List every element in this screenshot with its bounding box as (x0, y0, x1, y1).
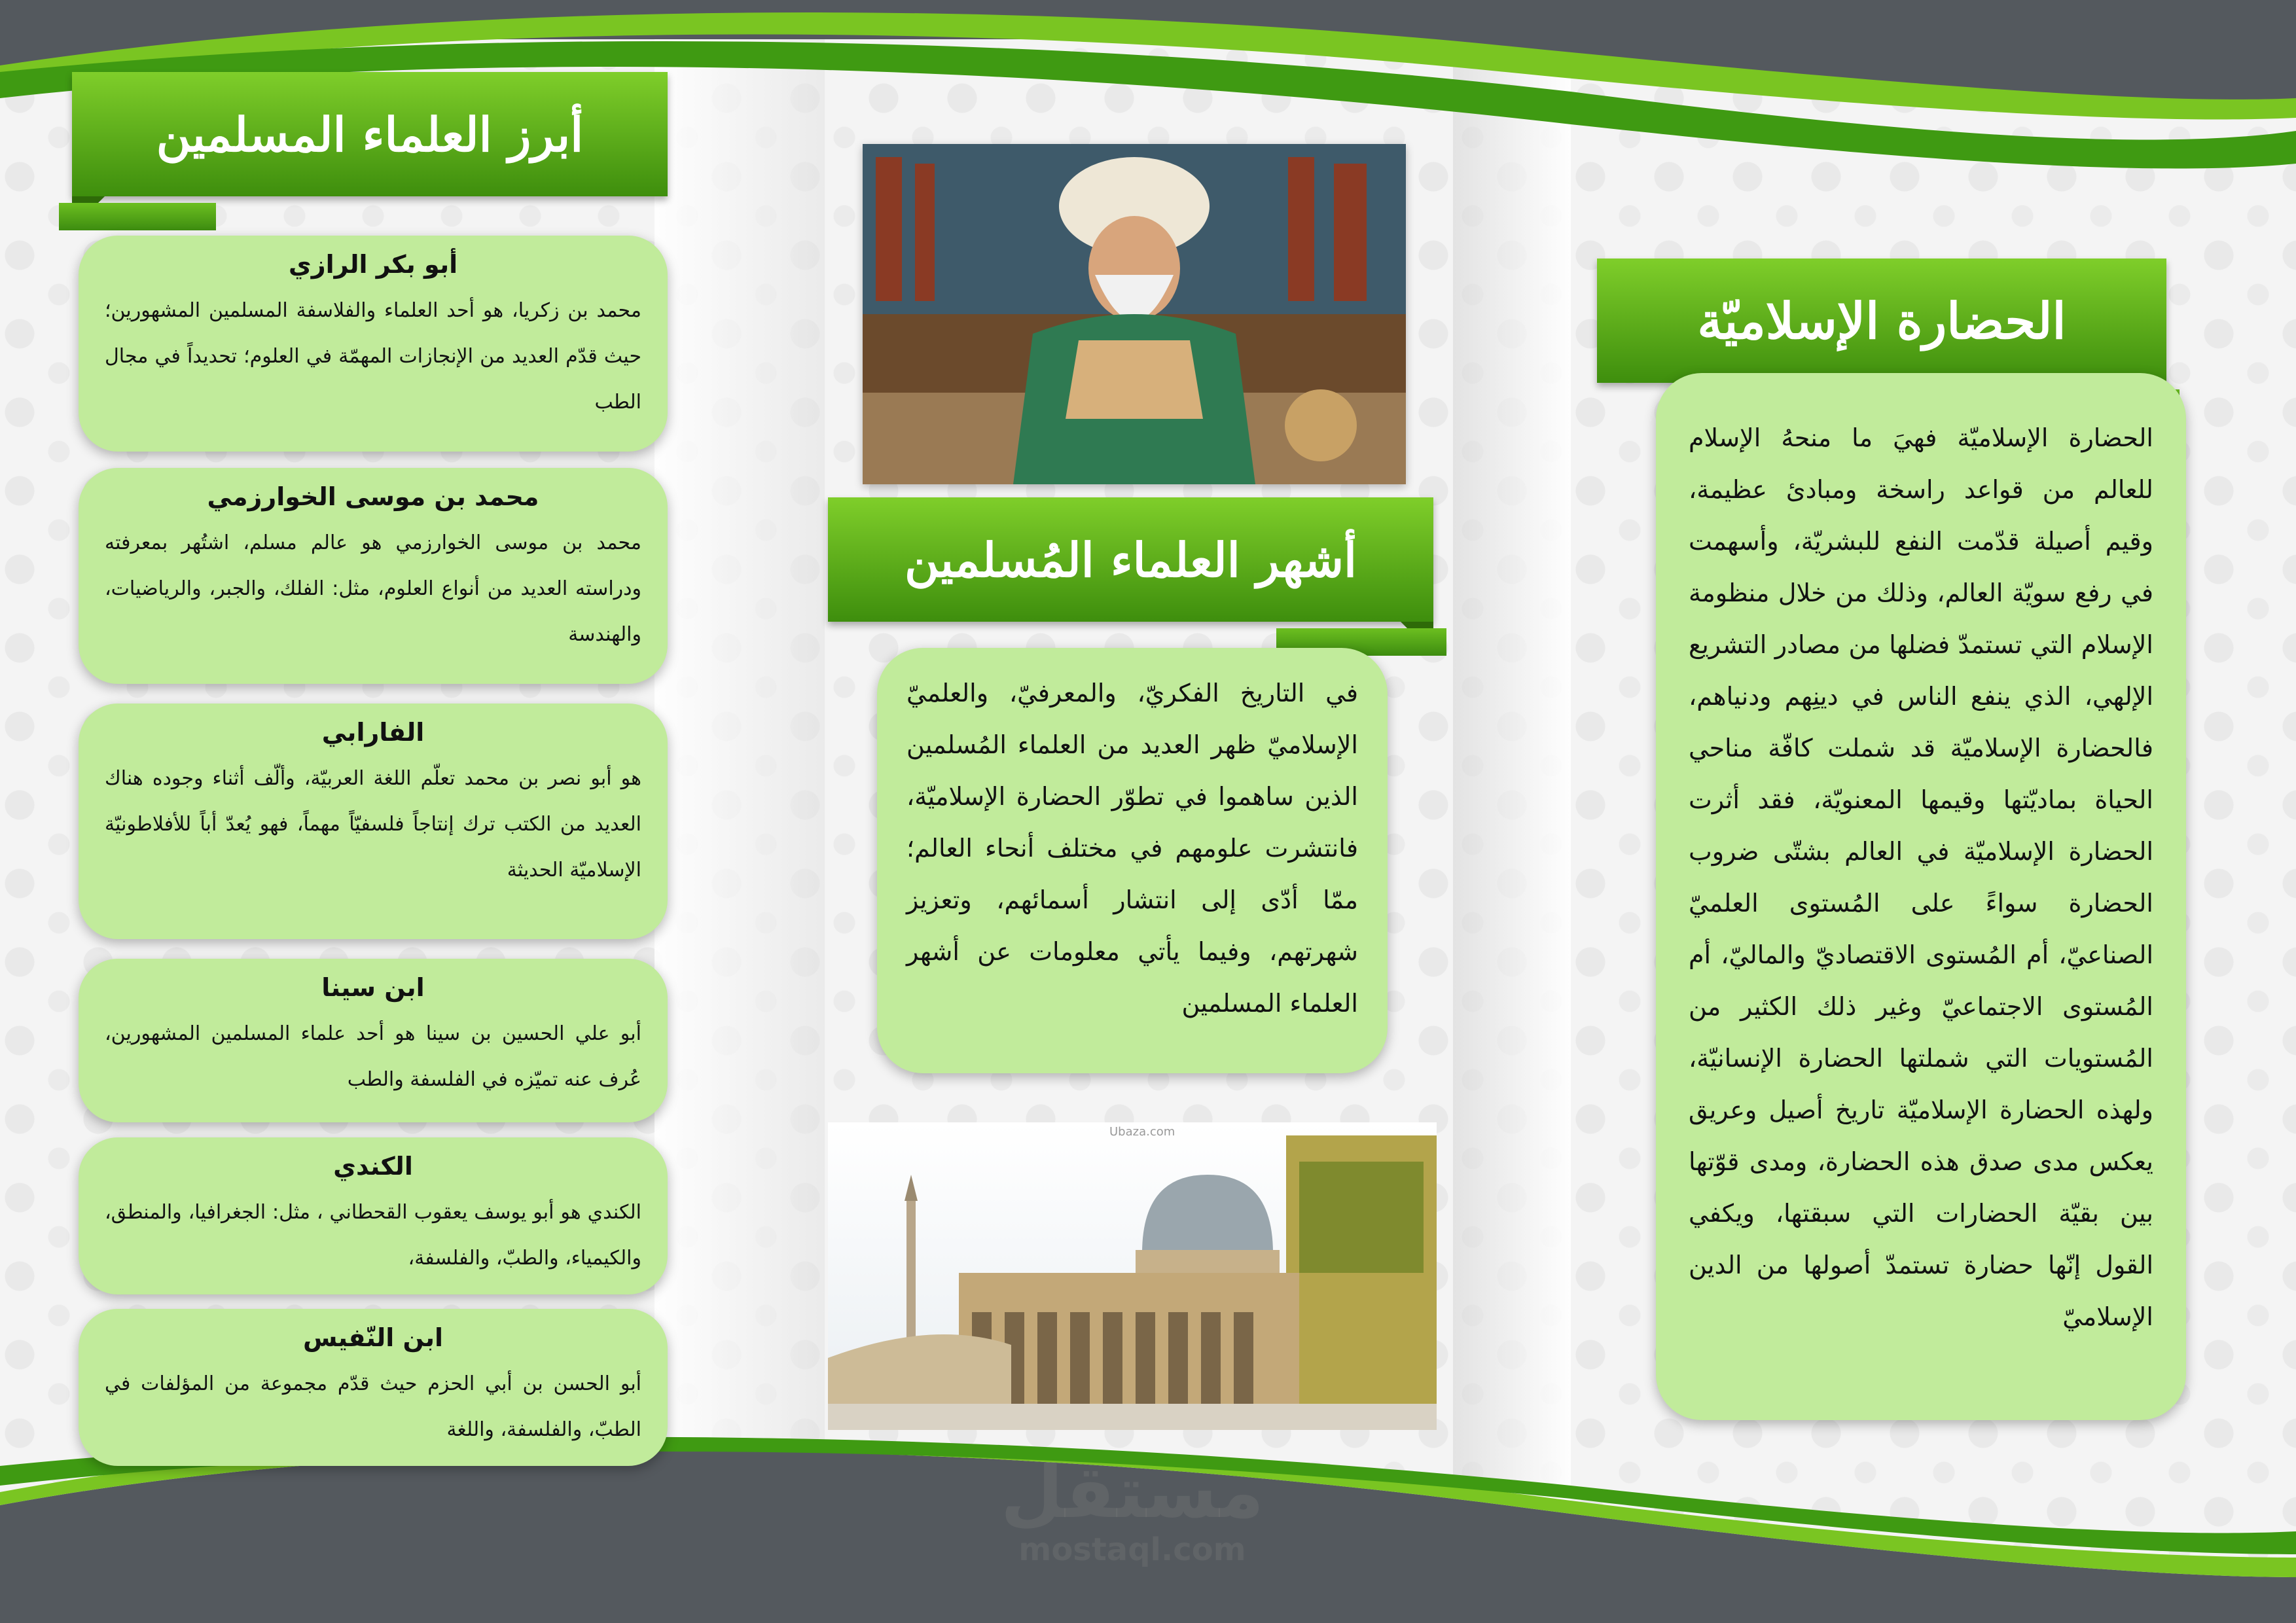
right-panel-body: الحضارة الإسلاميّة فهيَ ما منحهُ الإسلام للعالم من قواعد راسخة ومبادئ عظيمة، وقيم أصيلة قدّمت النفع للبشريّة، وأسهمت في رفع سويّة العالم، وذلك من خلال منظومة الإسلام التي تستمدّ فضلها من مصادر التشريع الإلهي، الذي ينفع الناس في دينِهم ودنياهم، فالحضارة الإسلاميّة قد شملت كافّة مناحي الحياة بماديّتها وقيمها المعنويّة، فقد أثرت الحضارة الإسلاميّة في العالم بشتّى ضروب الحضارة سواءً على المُستوى العلميّ الصناعيّ، أم المُستوى الاقتصاديّ والماليّ، أم المُستوى الاجتماعيّ وغير ذلك الكثير من المُستويات التي شملتها الحضارة الإنسانيّة، ولهذه الحضارة الإسلاميّة تاريخ أصيل وعريق يعكس مدى صدق هذه الحضارة، ومدى قوّتها بين بقيّة الحضارات التي سبقتها، ويكفي القول إنّها حضارة تستمدّ أصولها من الدين الإسلاميّ (1689, 423, 2153, 1331)
scholar-description: أبو علي الحسين بن سينا هو أحد علماء المسلمين المشهورين، عُرف عنه تميّزه في الفلسفة والطب (105, 1022, 641, 1091)
scholar-description: محمد بن موسى الخوارزمي هو عالم مسلم، اشتُهر بمعرفته ودراسته العديد من أنواع العلوم، مثل: الفلك، والجبر، والرياضيات، والهندسة (105, 531, 641, 646)
scholar-description: محمد بن زكريا، هو أحد العلماء والفلاسفة المسلمين المشهورين؛ حيث قدّم العديد من الإنجازات المهمّة في العلوم؛ تحديداً في مجال الطب (105, 299, 641, 414)
scholar-name: أبو بكر الرازي (288, 250, 458, 279)
scholar-name: محمد بن موسى الخوارزمي (207, 482, 539, 511)
mostaql-watermark (949, 1450, 1316, 1568)
watermark-logo-text: مستقل (1000, 1450, 1265, 1534)
middle-panel-title-ribbon (828, 497, 1433, 622)
left-panel-title: أبرز العلماء المسلمين (156, 106, 584, 162)
middle-panel-body: في التاريخ الفكريّ، والمعرفيّ، والعلميّ الإسلاميّ ظهر العديد من العلماء المُسلمين الذين ساهموا في تطوّر الحضارة الإسلاميّة، فانتشرت علومهم في مختلف أنحاء العالم؛ ممّا أدّى إلى انتشار أسمائهم، وتعزيز شهرتهم، وفيما يأتي معلومات عن أشهر العلماء المسلمين (906, 679, 1358, 1018)
scholar-name: ابن سينا (321, 973, 425, 1002)
scholar-card (79, 1137, 668, 1294)
scholar-description: الكندي هو أبو يوسف يعقوب القحطاني ، مثل: الجغرافيا، والمنطق، والكيمياء، والطبّ، والفلسفة، (105, 1201, 641, 1270)
scholar-name: الفارابي (321, 718, 425, 747)
middle-panel-title: أشهر العلماء المُسلمين (904, 531, 1357, 588)
ribbon-tail (59, 203, 216, 230)
panel-fold-shade (655, 0, 825, 1623)
left-panel-title-ribbon (72, 72, 668, 196)
scholar-name: الكندي (333, 1152, 413, 1181)
watermark-url: mostaql.com (1018, 1531, 1246, 1568)
scholar-card (79, 959, 668, 1122)
right-panel-title: الحضارة الإسلاميّة (1697, 291, 2066, 350)
scholar-description: أبو الحسن بن أبي الحزم حيث قدّم مجموعة من المؤلفات في الطبّ، والفلسفة، واللغة (105, 1372, 641, 1441)
mosque-image (828, 1122, 1437, 1430)
scholar-name: ابن النّفيس (302, 1323, 444, 1352)
right-panel-text-card (1656, 373, 2186, 1420)
scholar-painting-image (863, 144, 1406, 484)
scholar-description: هو أبو نصر بن محمد تعلّم اللغة العربيّة، وألّف أثناء وجوده هناك العديد من الكتب ترك إنتاجاً فلسفيّاً مهماً، فهو يُعدّ أباً للأفلاطونيّة الإسلاميّة الحديثة (105, 767, 641, 882)
panel-fold-shade (1453, 0, 1571, 1623)
photo-credit: Ubaza.com (1109, 1125, 1175, 1139)
right-panel-title-ribbon (1597, 259, 2166, 383)
scholar-card (79, 704, 668, 939)
middle-panel-text-card (877, 648, 1388, 1073)
scholar-card (79, 468, 668, 684)
scholar-card (79, 236, 668, 452)
scholar-card (79, 1309, 668, 1466)
